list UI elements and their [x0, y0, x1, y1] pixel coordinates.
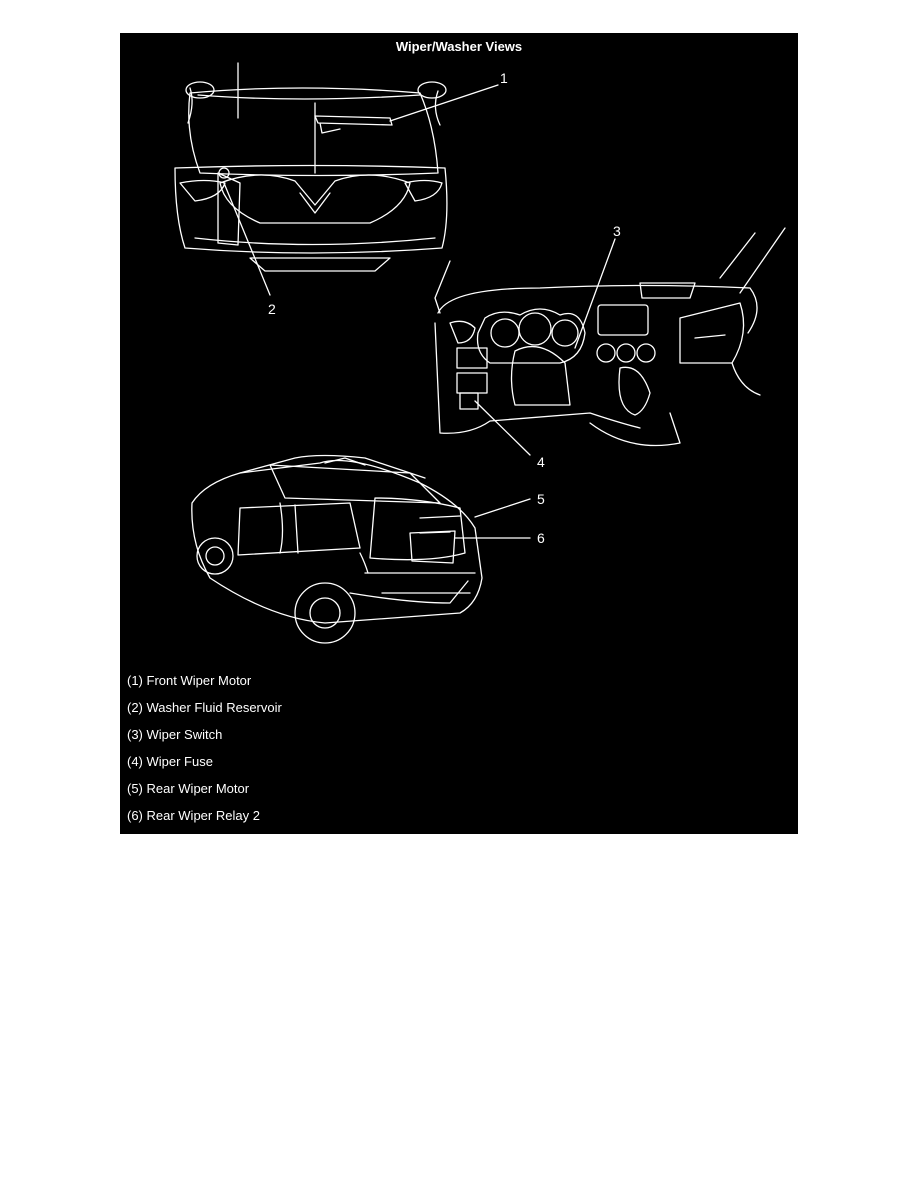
legend-item: (4) Wiper Fuse: [127, 754, 213, 769]
legend-item: (5) Rear Wiper Motor: [127, 781, 250, 796]
legend-item: (3) Wiper Switch: [127, 727, 223, 742]
leader-3: [575, 239, 615, 348]
legend-item: (6) Rear Wiper Relay 2: [127, 808, 260, 823]
legend-item: (2) Washer Fluid Reservoir: [127, 700, 282, 715]
front-vehicle-view: [175, 63, 447, 271]
illustration: [120, 33, 798, 673]
callout-5: 5: [537, 491, 545, 507]
legend-item: (1) Front Wiper Motor: [127, 673, 252, 688]
leader-1: [390, 85, 498, 121]
leader-2: [224, 183, 270, 295]
callout-1: 1: [500, 70, 508, 86]
legend: [127, 673, 282, 835]
leader-4: [475, 401, 530, 455]
callout-4: 4: [537, 454, 545, 470]
leader-5: [475, 499, 530, 517]
rear-vehicle-view: [192, 456, 482, 644]
callout-2: 2: [268, 301, 276, 317]
callout-3: 3: [613, 223, 621, 239]
callout-leaders: [224, 85, 615, 538]
callout-6: 6: [537, 530, 545, 546]
diagram-title: Wiper/Washer Views: [395, 39, 523, 54]
diagram-panel: [120, 33, 798, 834]
